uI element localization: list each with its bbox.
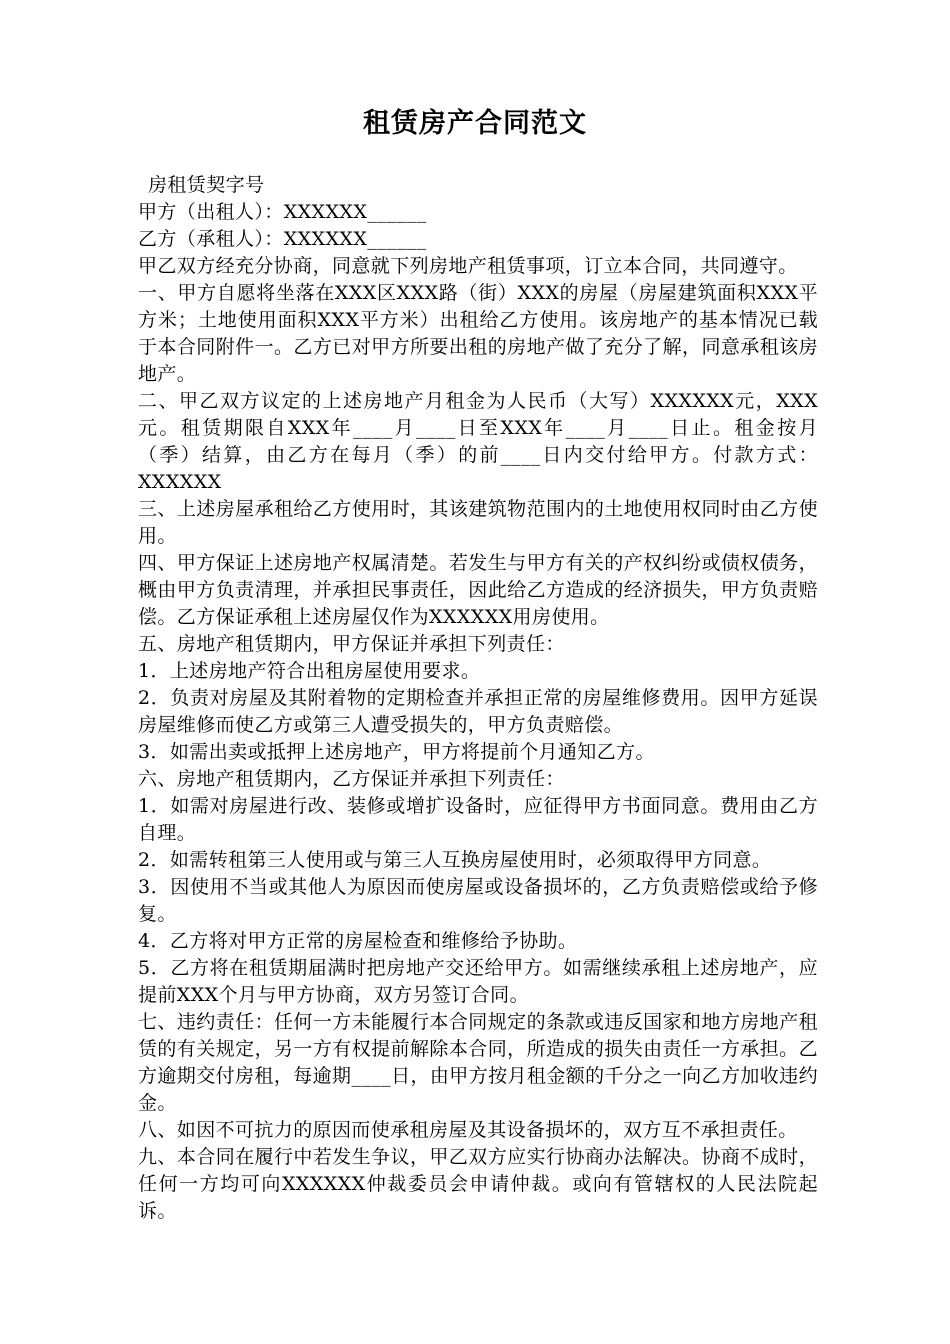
clause-5-item: 2．负责对房屋及其附着物的定期检查并承担正常的房屋维修费用。因甲方延误房屋维修而使乙方或第三人遭受损失的，甲方负责赔偿。 — [138, 687, 818, 736]
contract-number-line: 房租赁契字号 — [148, 174, 265, 196]
clause-6-item: 5．乙方将在租赁期届满时把房地产交还给甲方。如需继续承租上述房地产，应提前XXX个月与甲方协商，双方另签订合同。 — [138, 957, 818, 1006]
clause-6-item: 2．如需转租第三人使用或与第三人互换房屋使用时，必须取得甲方同意。 — [138, 849, 772, 871]
clause-5-heading: 五、房地产租赁期内，甲方保证并承担下列责任： — [138, 633, 565, 655]
clause-9: 九、本合同在履行中若发生争议，甲乙双方应实行协商办法解决。协商不成时，任何一方均可向XXXXXX仲裁委员会申请仲裁。或向有管辖权的人民法院起诉。 — [138, 1146, 818, 1222]
clause-7: 七、违约责任：任何一方未能履行本合同规定的条款或违反国家和地方房地产租赁的有关规定，另一方有权提前解除本合同，所造成的损失由责任一方承担。乙方逾期交付房租，每逾期____日，由甲方按月租金额的千分之一向乙方加收违约金。 — [138, 1011, 818, 1114]
clause-6-item: 3．因使用不当或其他人为原因而使房屋或设备损坏的，乙方负责赔偿或给予修复。 — [138, 876, 818, 925]
clause-6-heading: 六、房地产租赁期内，乙方保证并承担下列责任： — [138, 768, 565, 790]
clause-5-item: 3．如需出卖或抵押上述房地产，甲方将提前个月通知乙方。 — [138, 741, 655, 763]
clause-6-item: 4．乙方将对甲方正常的房屋检查和维修给予协助。 — [138, 930, 578, 952]
clause-3: 三、上述房屋承租给乙方使用时，其该建筑物范围内的土地使用权同时由乙方使用。 — [138, 498, 818, 547]
document-body — [138, 172, 838, 1225]
clause-1: 一、甲方自愿将坐落在XXX区XXX路（街）XXX的房屋（房屋建筑面积XXX平方米；土地使用面积XXX平方米）出租给乙方使用。该房地产的基本情况已载于本合同附件一。乙方已对甲方所要出租的房地产做了充分了解，同意承租该房地产。 — [138, 282, 818, 385]
party-b-line: 乙方（承租人）：XXXXXX______ — [138, 228, 427, 250]
clause-6-item: 1．如需对房屋进行改、装修或增扩设备时，应征得甲方书面同意。费用由乙方自理。 — [138, 795, 818, 844]
clause-8: 八、如因不可抗力的原因而使承租房屋及其设备损坏的，双方互不承担责任。 — [138, 1119, 798, 1141]
clause-5-item: 1．上述房地产符合出租房屋使用要求。 — [138, 660, 481, 682]
clause-4: 四、甲方保证上述房地产权属清楚。若发生与甲方有关的产权纠纷或债权债务，概由甲方负责清理，并承担民事责任，因此给乙方造成的经济损失，甲方负责赔偿。乙方保证承租上述房屋仅作为XXXXXX用房使用。 — [138, 552, 818, 628]
preamble-paragraph: 甲乙双方经充分协商，同意就下列房地产租赁事项，订立本合同，共同遵守。 — [138, 255, 798, 277]
document-title: 租赁房产合同范文 — [363, 108, 587, 139]
clause-2: 二、甲乙双方议定的上述房地产月租金为人民币（大写）XXXXXX元，XXX元。租赁期限自XXX年____月____日至XXX年____月____日止。租金按月 （季）结算，由乙方在每月（季）的前____日内交付给甲方。付款方式：XXXXXX — [138, 390, 838, 493]
party-a-line: 甲方（出租人）：XXXXXX______ — [138, 201, 427, 223]
